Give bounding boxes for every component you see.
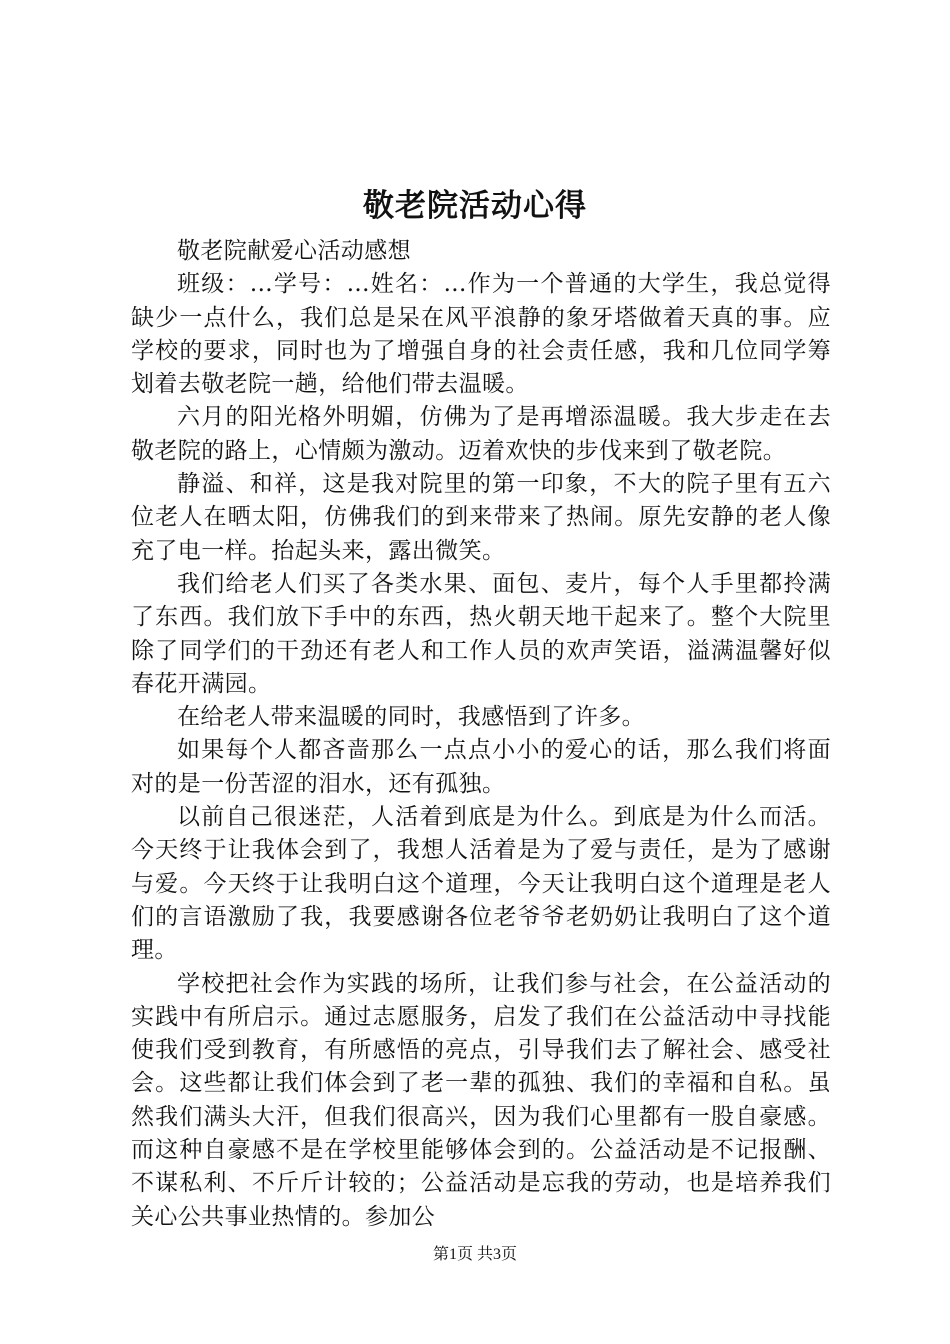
document-title: 敬老院活动心得 xyxy=(363,188,587,224)
page-footer: 第1页 共3页 xyxy=(432,1246,517,1263)
paragraph: 学校把社会作为实践的场所，让我们参与社会，在公益活动的实践中有所启示。通过志愿服务，启发了我们在公益活动中寻找能使我们受到教育，有所感悟的亮点，引导我们去了解社会、感受社会。这些都让我们体会到了老一辈的孤独、我们的幸福和自私。虽然我们满头大汗，但我们很高兴，因为我们心里都有一股自豪感。而这种自豪感不是在学校里能够体会到的。公益活动是不记报酬、不谋私利、不斤斤计较的；公益活动是忘我的劳动，也是培养我们关心公共事业热情的。参加公 xyxy=(131,970,831,1230)
paragraph: 我们给老人们买了各类水果、面包、麦片，每个人手里都拎满了东西。我们放下手中的东西，热火朝天地干起来了。整个大院里除了同学们的干劲还有老人和工作人员的欢声笑语，溢满温馨好似春花开满园。 xyxy=(131,570,831,697)
paragraph: 如果每个人都吝啬那么一点点小小的爱心的话，那么我们将面对的是一份苦涩的泪水，还有孤独。 xyxy=(131,737,831,797)
paragraph: 六月的阳光格外明媚，仿佛为了是再增添温暖。我大步走在去敬老院的路上，心情颇为激动。迈着欢快的步伐来到了敬老院。 xyxy=(131,404,831,464)
paragraph: 静溢、和祥，这是我对院里的第一印象，不大的院子里有五六位老人在晒太阳，仿佛我们的到来带来了热闹。原先安静的老人像充了电一样。抬起头来，露出微笑。 xyxy=(131,471,831,564)
paragraph: 在给老人带来温暖的同时，我感悟到了许多。 xyxy=(177,704,645,731)
paragraph: 以前自己很迷茫，人活着到底是为什么。到底是为什么而活。今天终于让我体会到了，我想人活着是为了爱与责任，是为了感谢与爱。今天终于让我明白这个道理，今天让我明白这个道理是老人们的言语激励了我，我要感谢各位老爷爷老奶奶让我明白了这个道理。 xyxy=(131,804,831,964)
paragraph: 班级：...学号：...姓名：...作为一个普通的大学生，我总觉得缺少一点什么，我们总是呆在风平浪静的象牙塔做着天真的事。应学校的要求，同时也为了增强自身的社会责任感，我和几位同学筹划着去敬老院一趟，给他们带去温暖。 xyxy=(131,271,831,398)
document-body xyxy=(131,235,831,1234)
paragraph-subtitle: 敬老院献爱心活动感想 xyxy=(177,238,411,264)
